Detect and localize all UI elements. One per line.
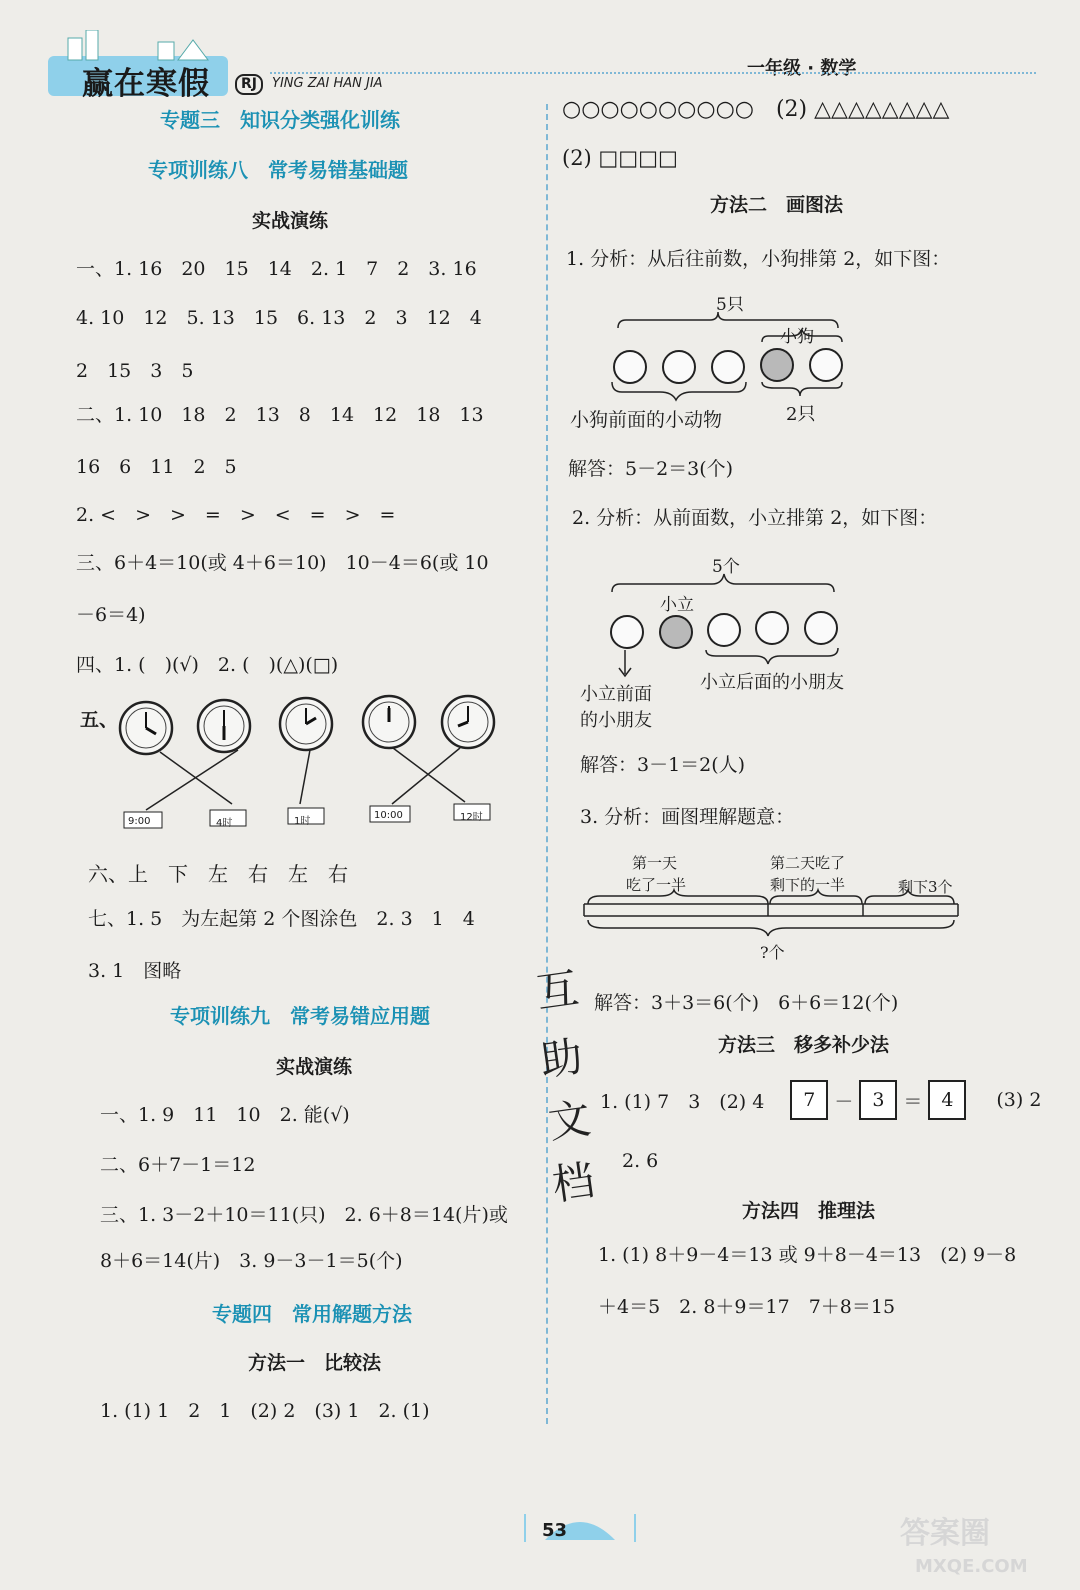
topic4-heading: 专题四 常用解题方法 xyxy=(212,1302,412,1326)
d3-day1-line2: 吃了一半 xyxy=(626,876,687,894)
queue-diagram-2 xyxy=(600,560,850,680)
answer-line-10: 六、上 下 左 右 左 右 xyxy=(88,862,348,886)
answer-line-4: 二、1. 10 18 2 13 8 14 12 18 13 xyxy=(76,404,484,426)
column-divider xyxy=(546,104,548,1424)
page-number: 53 xyxy=(542,1520,568,1541)
clock-3 xyxy=(280,698,332,750)
answer-line-6: 2. < > > = > < = > = xyxy=(76,504,396,526)
method1-heading: 方法一 比较法 xyxy=(248,1352,382,1374)
watermark-url: MXQE.COM xyxy=(915,1556,1028,1577)
d3-day1-line1: 第一天 xyxy=(632,854,678,872)
m3-box-1: 7 xyxy=(790,1080,828,1120)
method2-heading: 方法二 画图法 xyxy=(710,194,844,216)
answer-2: 解答：3－1＝2(人) xyxy=(580,754,746,776)
method3-answer-row xyxy=(600,1080,1041,1120)
practice-heading-1: 实战演练 xyxy=(252,210,329,232)
clock-label-2: 4时 xyxy=(216,818,233,829)
m3-equals: ＝ xyxy=(903,1090,923,1113)
handwriting-char-3: 文 xyxy=(545,1093,594,1148)
brand-title: 赢在寒假 xyxy=(82,66,210,102)
answer-line-11: 七、1. 5 为左起第 2 个图涂色 2. 3 1 4 xyxy=(88,908,475,930)
answer-line-3: 2 15 3 5 xyxy=(76,360,194,382)
clock-matching-figure xyxy=(110,690,530,850)
clock-label-1: 9:00 xyxy=(128,816,151,827)
clock-1 xyxy=(120,702,172,754)
grade-subject: 一年级 · 数学 xyxy=(747,58,857,79)
d2-back-label: 小立后面的小朋友 xyxy=(700,672,844,693)
clock-2 xyxy=(198,700,250,752)
answer-line-16: 8＋6＝14(片) 3. 9－3－1＝5(个) xyxy=(100,1250,403,1272)
d2-name-label: 小立 xyxy=(660,595,694,615)
analysis-2: 2. 分析：从前面数，小立排第 2，如下图： xyxy=(572,507,938,529)
question-five-label: 五、 xyxy=(80,709,119,731)
answer-1: 解答：5－2＝3(个) xyxy=(568,458,734,480)
watermark-logo-text: 答案圈 xyxy=(900,1516,990,1551)
topic3-heading: 专题三 知识分类强化训练 xyxy=(160,108,400,132)
d3-question-label: ?个 xyxy=(760,943,785,962)
answer-line-12: 3. 1 图略 xyxy=(88,960,182,982)
answer-squares-line: (2) □□□□ xyxy=(562,146,678,170)
answer-line-1: 一、1. 16 20 15 14 2. 1 7 2 3. 16 xyxy=(76,258,477,280)
training8-heading: 专项训练八 常考易错基础题 xyxy=(148,158,408,182)
edition-badge: RJ xyxy=(235,74,263,95)
m3-prefix: 1. (1) 7 3 (2) 4 xyxy=(600,1090,765,1113)
d1-two-label: 2只 xyxy=(786,404,816,425)
m3-box-3: 4 xyxy=(928,1080,966,1120)
m3-minus: － xyxy=(834,1090,854,1113)
handwriting-char-2: 助 xyxy=(537,1031,586,1086)
method4-heading: 方法四 推理法 xyxy=(742,1200,876,1222)
answer-3: 解答：3＋3＝6(个) 6＋6＝12(个) xyxy=(594,992,899,1014)
clock-label-4: 10:00 xyxy=(374,810,403,821)
d1-dog-label: 小狗 xyxy=(780,327,814,347)
m3-box-2: 3 xyxy=(859,1080,897,1120)
answer-line-5: 16 6 11 2 5 xyxy=(76,456,237,478)
training9-heading: 专项训练九 常考易错应用题 xyxy=(170,1004,430,1028)
queue-diagram-1 xyxy=(600,300,860,405)
analysis-1: 1. 分析：从后往前数，小狗排第 2，如下图： xyxy=(566,248,951,270)
method4-line-1: 1. (1) 8＋9－4＝13 或 9＋8－4＝13 (2) 9－8 xyxy=(598,1244,1017,1266)
d1-total-label: 5只 xyxy=(716,295,744,315)
answer-line-17: 1. (1) 1 2 1 (2) 2 (3) 1 2. (1) xyxy=(100,1400,430,1422)
answer-line-8: －6＝4) xyxy=(76,604,146,626)
clock-label-3: 1时 xyxy=(294,816,311,827)
header-dotted-rule xyxy=(270,72,1036,74)
answer-line-13: 一、1. 9 11 10 2. 能(√) xyxy=(100,1104,350,1126)
handwriting-char-4: 档 xyxy=(549,1155,598,1210)
method3-line-2: 2. 6 xyxy=(622,1150,659,1172)
d2-front-label-1: 小立前面 xyxy=(580,684,652,705)
brand-pinyin: YING ZAI HAN JIA xyxy=(272,76,383,91)
answer-shapes-line: ○○○○○○○○○○ (2) △△△△△△△△ xyxy=(562,97,950,122)
answer-line-15: 三、1. 3－2＋10＝11(只) 2. 6＋8＝14(片)或 xyxy=(100,1204,508,1226)
method4-line-2: ＋4＝5 2. 8＋9＝17 7＋8＝15 xyxy=(598,1296,896,1318)
handwriting-char-1: 互 xyxy=(533,963,582,1018)
d3-left-label: 剩下3个 xyxy=(898,878,953,896)
d3-day2-line1: 第二天吃了 xyxy=(770,854,846,872)
d2-front-label-2: 的小朋友 xyxy=(580,710,652,731)
answer-line-14: 二、6＋7－1＝12 xyxy=(100,1154,256,1176)
m3-suffix: (3) 2 xyxy=(996,1089,1042,1111)
clock-5 xyxy=(442,696,494,748)
d1-before-label: 小狗前面的小动物 xyxy=(570,409,723,431)
method3-heading: 方法三 移多补少法 xyxy=(718,1034,890,1056)
answer-line-9: 四、1. ( )(√) 2. ( )(△)(□) xyxy=(76,654,339,676)
analysis-3: 3. 分析：画图理解题意： xyxy=(580,806,795,828)
d2-total-label: 5个 xyxy=(712,557,740,577)
page-number-ornament xyxy=(515,1500,645,1550)
answer-line-7: 三、6＋4＝10(或 4＋6＝10) 10－4＝6(或 10 xyxy=(76,552,489,574)
answer-line-2: 4. 10 12 5. 13 15 6. 13 2 3 12 4 xyxy=(76,307,482,329)
practice-heading-2: 实战演练 xyxy=(276,1056,353,1078)
clock-4 xyxy=(363,696,415,748)
clock-label-5: 12时 xyxy=(460,812,483,823)
d3-day2-line2: 剩下的一半 xyxy=(770,876,846,894)
